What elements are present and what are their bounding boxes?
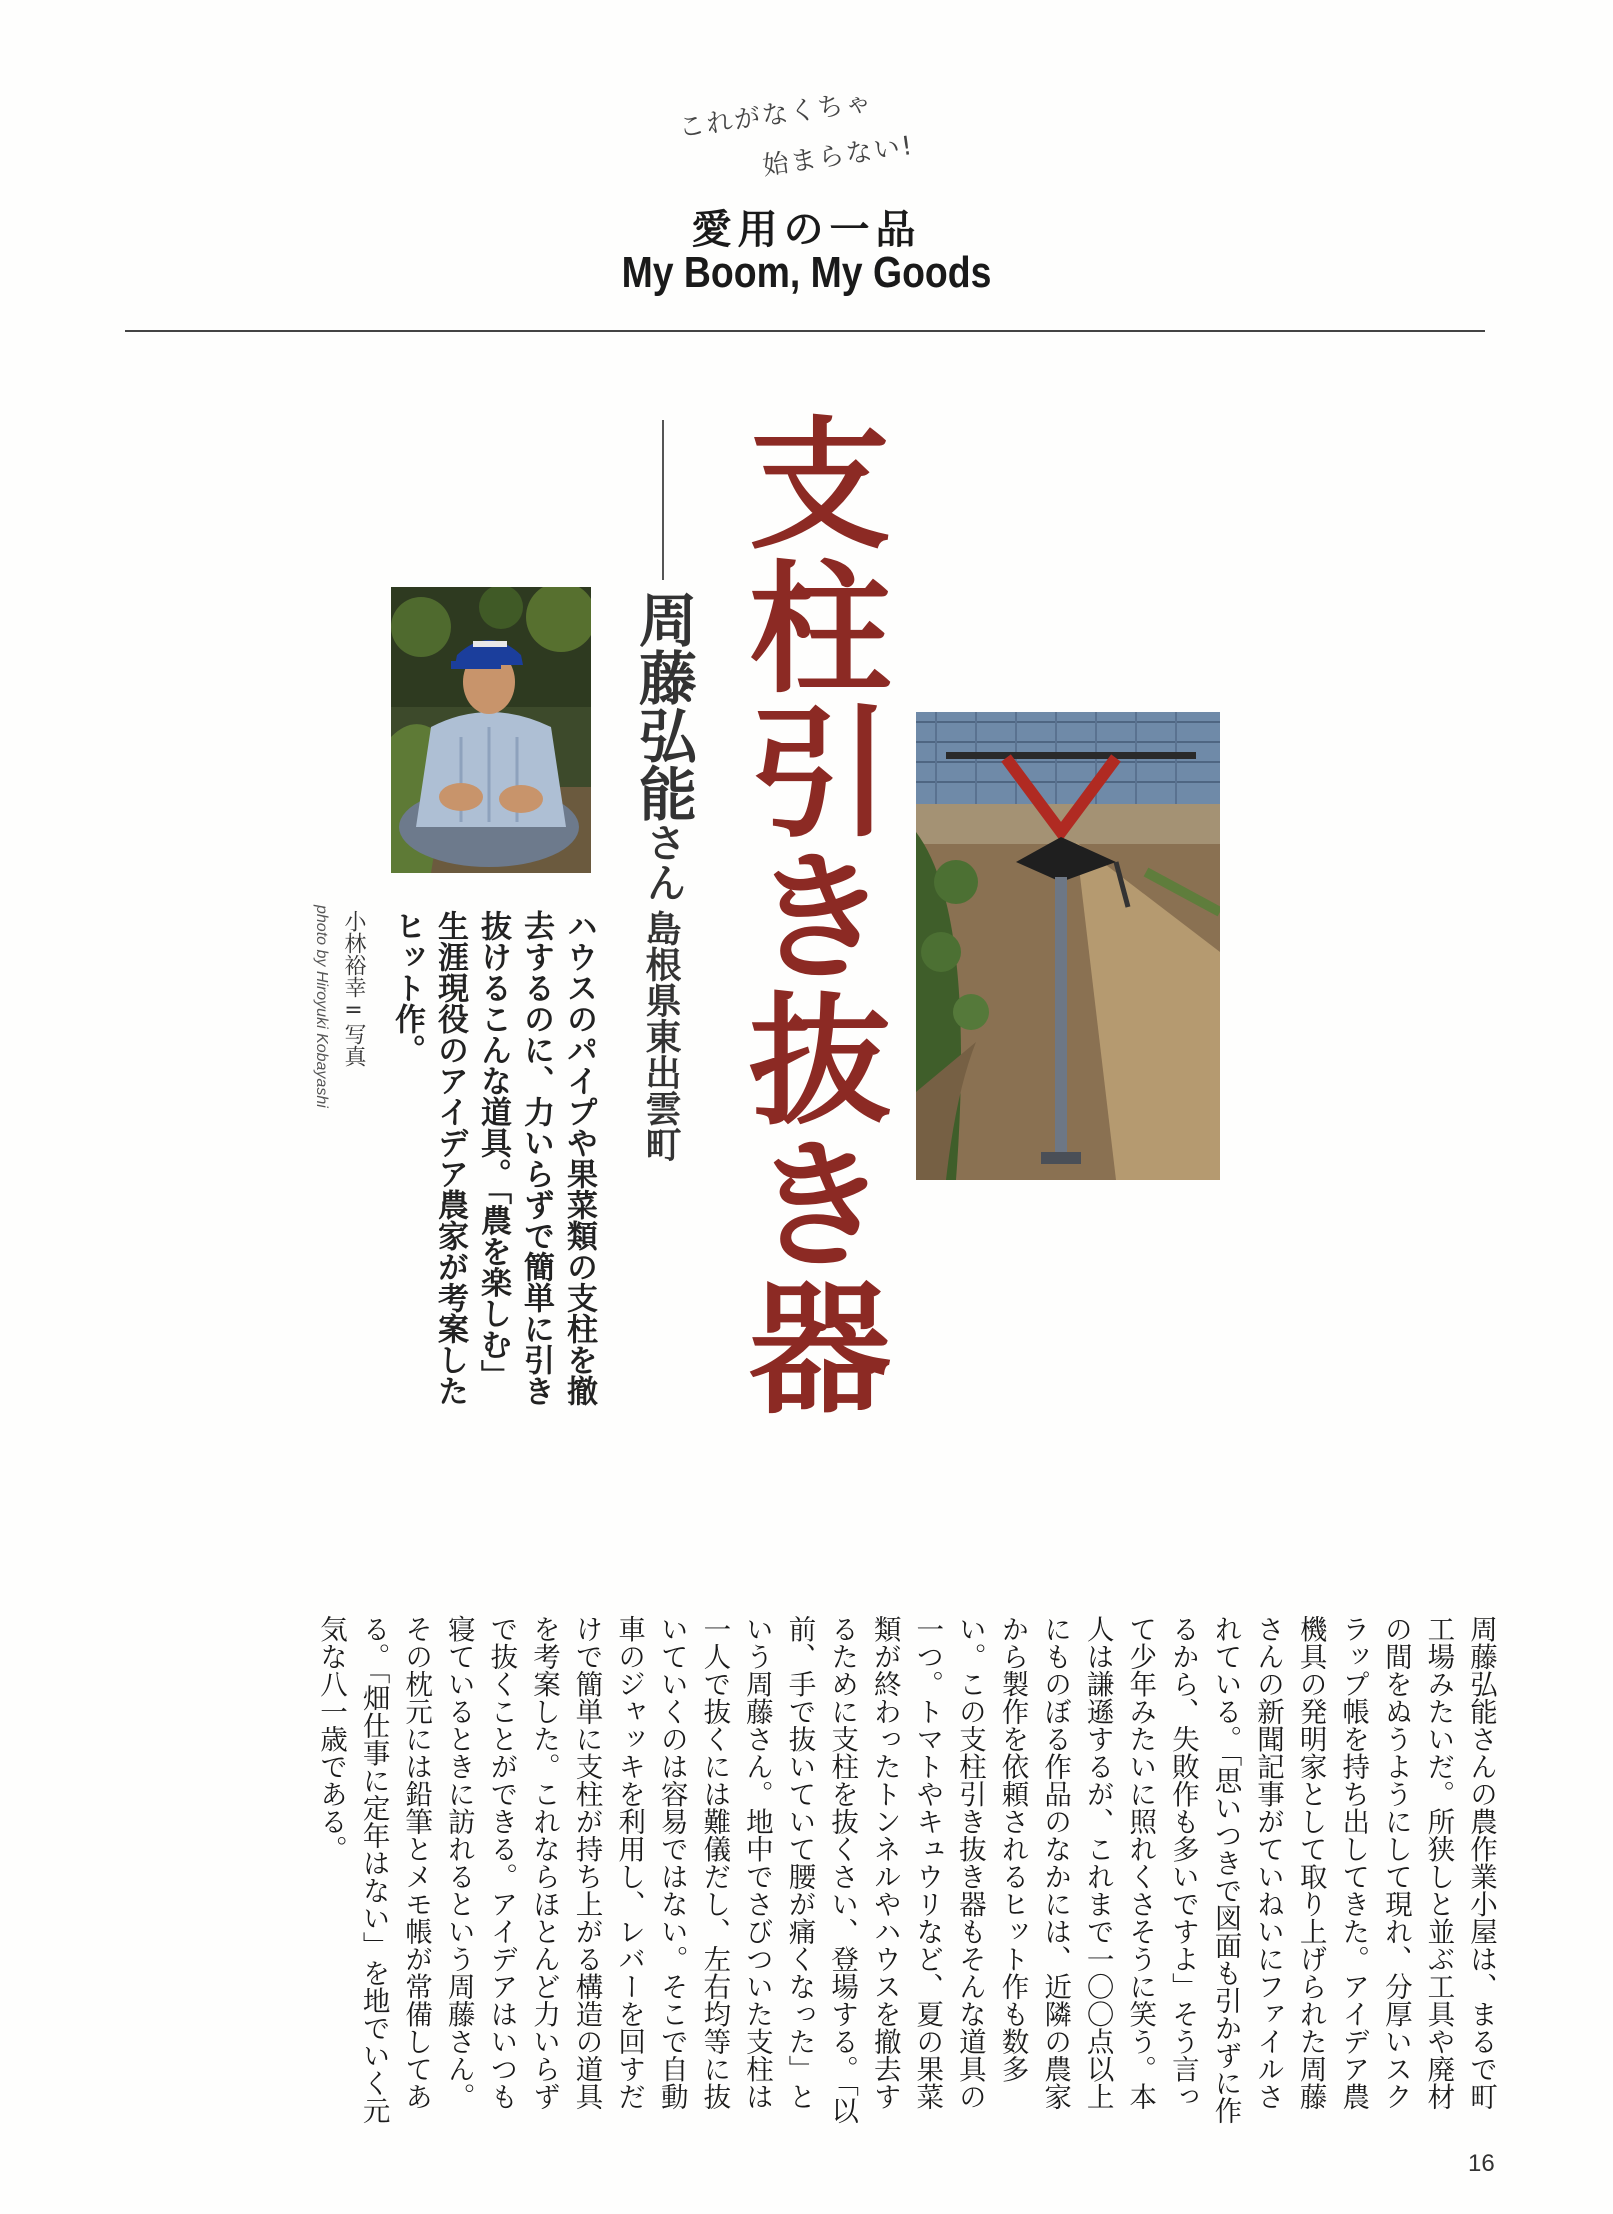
kicker-line-1: これがなくちゃ [676,86,876,144]
article-title: 支柱引き抜き器 [725,410,890,1418]
lead-paragraph: ハウスのパイプや果菜類の支柱を撤去するのに、力いらずで簡単に引き抜けるこんな道具。「農を楽しむ」生涯現役のアイデア農家が考案したヒット作。 [389,910,597,1406]
location: 島根県東出雲町 [640,910,681,1162]
person-name-suffix: さん [640,822,686,902]
photo-credit-en: photo by Hiroyuki Kobayashi [313,905,330,1108]
person-name [629,590,697,902]
kicker-line-2: 始まらない! [760,130,916,182]
page-number: 16 [1468,2150,1495,2177]
article-body: 周藤弘能さんの農作業小屋は、まるで町工場みたいだ。所狭しと並ぶ工具や廃材の間をぬうようにして現れ、分厚いスクラップ帳を持ち出してきた。アイデア農機具の発明家として取り上げられた周藤さんの新聞記事がていねいにファイルされている。「思いつきで図面も引かずに作るから、失敗作も多いですよ」そう言って少年みたいに照れくさそうに笑う。本人は謙遜するが、これまで一〇〇点以上にものぼる作品のなかには、近隣の農家から製作を依頼されるヒット作も数多い。この支柱引き抜き器もそんな道具の一つ。トマトやキュウリなど、夏の果菜類が終わったトンネルやハウスを撤去するために支柱を抜くさい、登場する。「以前、手で抜いていて腰が痛くなった」という周藤さん。地中でさびついた支柱は一人で抜くには難儀だし、左右均等に抜いていくのは容易ではない。そこで自動車のジャッキを利用し、レバーを回すだけで簡単に支柱が持ち上がる構造の道具を考案した。これならほとんど力いらずで抜くことができる。アイデアはいつも寝ているときに訪れるという周藤さん。その枕元には鉛筆とメモ帳が常備してある。「畑仕事に定年はない」を地でいく元気な八一歳である。 [314,1615,1497,2124]
farmer-portrait-photo [391,587,591,873]
name-dash [662,420,664,580]
photo-credit-ja: 小林裕幸=写真 [341,910,366,1067]
section-title-ja: 愛用の一品 [691,207,922,253]
tool-photo [916,712,1220,1180]
header-divider [125,330,1485,332]
person-name-text: 周藤弘能 [629,590,697,822]
section-title-en: My Boom, My Goods [621,248,992,297]
